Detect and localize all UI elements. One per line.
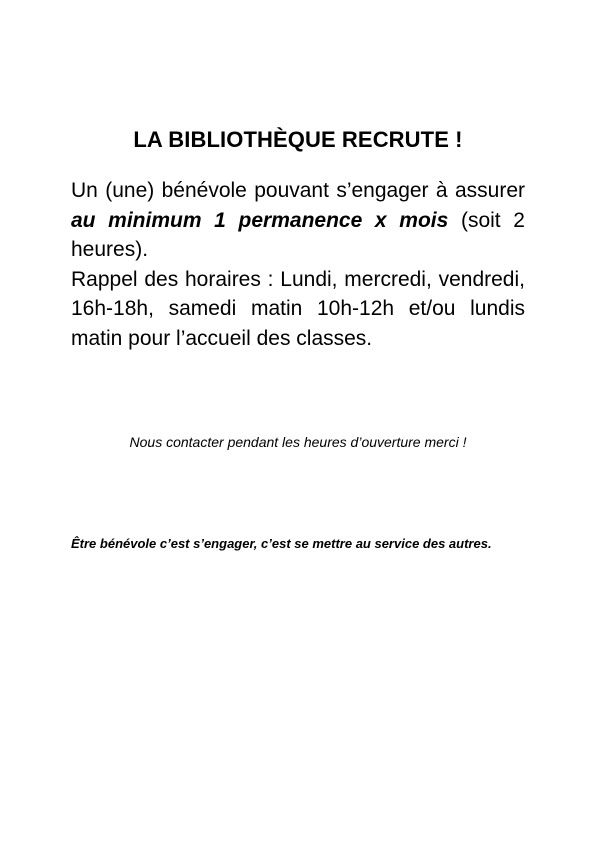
offer-duration-text: (soit 2 heures). bbox=[71, 208, 525, 261]
contact-note: Nous contacter pendant les heures d’ouverture merci ! bbox=[129, 434, 467, 450]
offer-emphasis-text: au minimum 1 permanence x mois bbox=[71, 208, 449, 232]
schedule-paragraph: Rappel des horaires : Lundi, mercredi, vendredi, 16h-18h, samedi matin 10h-12h et/ou lundis matin pour l’accueil des classes. bbox=[71, 267, 525, 350]
recruitment-text bbox=[71, 176, 525, 353]
offer-paragraph bbox=[71, 176, 525, 265]
closing-statement: Être bénévole c’est s’engager, c’est se mettre au service des autres. bbox=[71, 536, 492, 551]
page-title: LA BIBLIOTHÈQUE RECRUTE ! bbox=[133, 127, 463, 152]
offer-intro-text: Un (une) bénévole pouvant s’engager à assurer bbox=[71, 179, 525, 202]
